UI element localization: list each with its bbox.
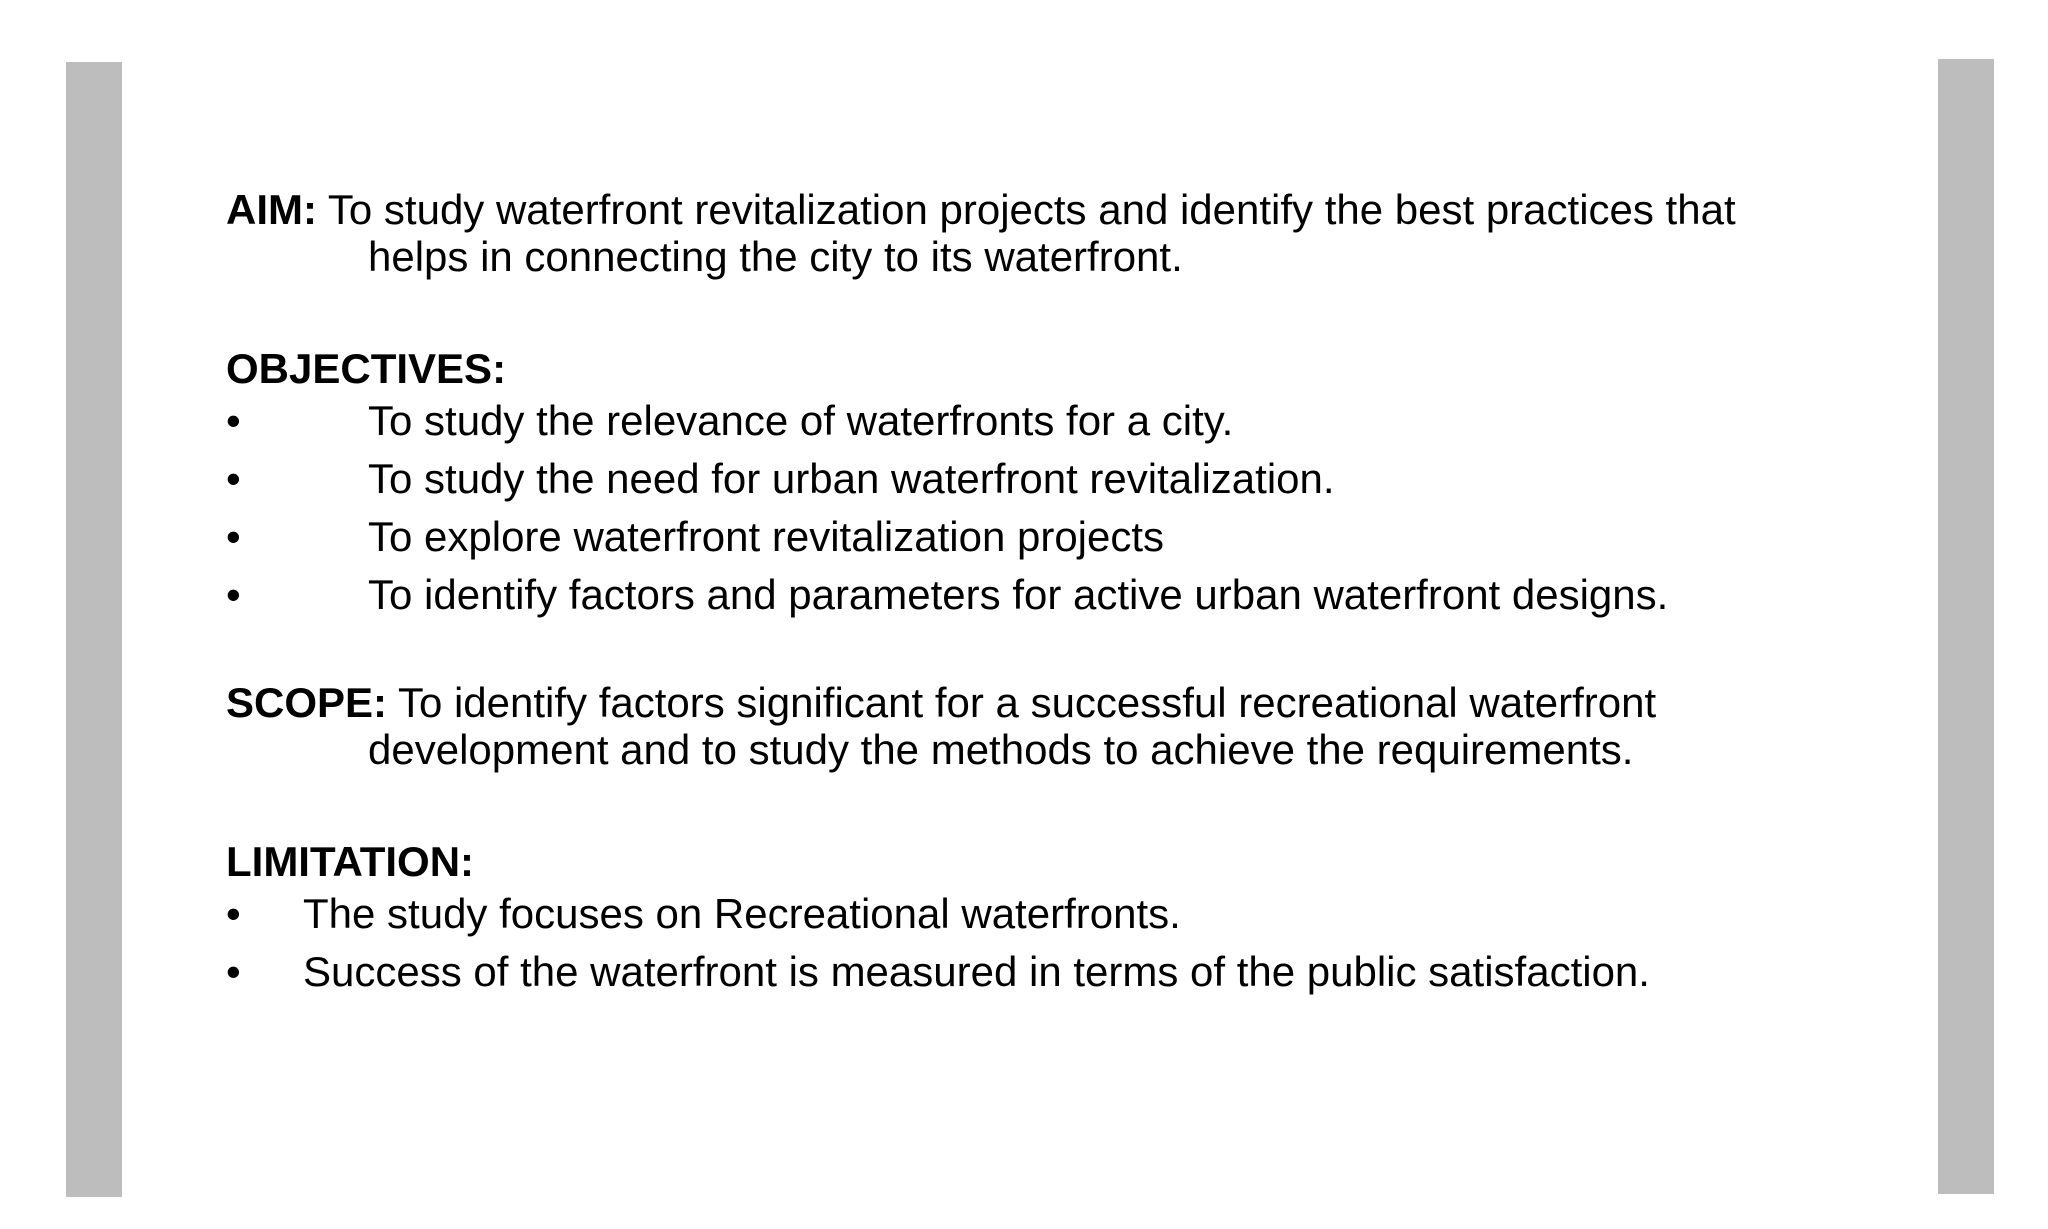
bullet-icon: • [226,397,241,444]
scope-section [226,679,1876,773]
aim-text-line-2: helps in connecting the city to its waterfront. [368,233,1183,280]
objectives-heading: OBJECTIVES: [226,345,507,392]
bullet-icon: • [226,571,241,618]
bullet-icon: • [226,890,241,937]
aim-section [226,186,1876,280]
objective-text: To explore waterfront revitalization projects [368,513,1165,560]
bullet-icon: • [226,513,241,560]
list-item [226,392,1876,450]
limitation-heading: LIMITATION: [226,838,475,885]
scope-label: SCOPE: [226,679,388,726]
list-item [226,885,1876,943]
list-item [226,943,1876,1001]
limitation-list [226,885,1876,1001]
limitation-section [226,838,1876,1001]
aim-line-1 [226,186,1876,233]
aim-label: AIM: [226,186,317,233]
objectives-list [226,392,1876,624]
limitation-text: The study focuses on Recreational waterfronts. [303,890,1181,937]
left-side-bar [66,62,122,1197]
objective-text: To study the need for urban waterfront revitalization. [368,455,1335,502]
list-item [226,566,1876,624]
bullet-icon: • [226,948,241,995]
objective-text: To study the relevance of waterfronts for a city. [368,397,1234,444]
bullet-icon: • [226,455,241,502]
scope-line-1 [226,679,1876,726]
objectives-section [226,345,1876,624]
list-item [226,508,1876,566]
scope-text-line-1: To identify factors significant for a successful recreational waterfront [387,679,1657,726]
limitation-text: Success of the waterfront is measured in terms of the public satisfaction. [303,948,1650,995]
objective-text: To identify factors and parameters for active urban waterfront designs. [368,571,1669,618]
right-side-bar [1938,59,1994,1194]
list-item [226,450,1876,508]
aim-text-line-1: To study waterfront revitalization projects and identify the best practices that [316,186,1736,233]
scope-text-line-2: development and to study the methods to achieve the requirements. [368,726,1634,773]
slide-content [226,186,1876,1001]
